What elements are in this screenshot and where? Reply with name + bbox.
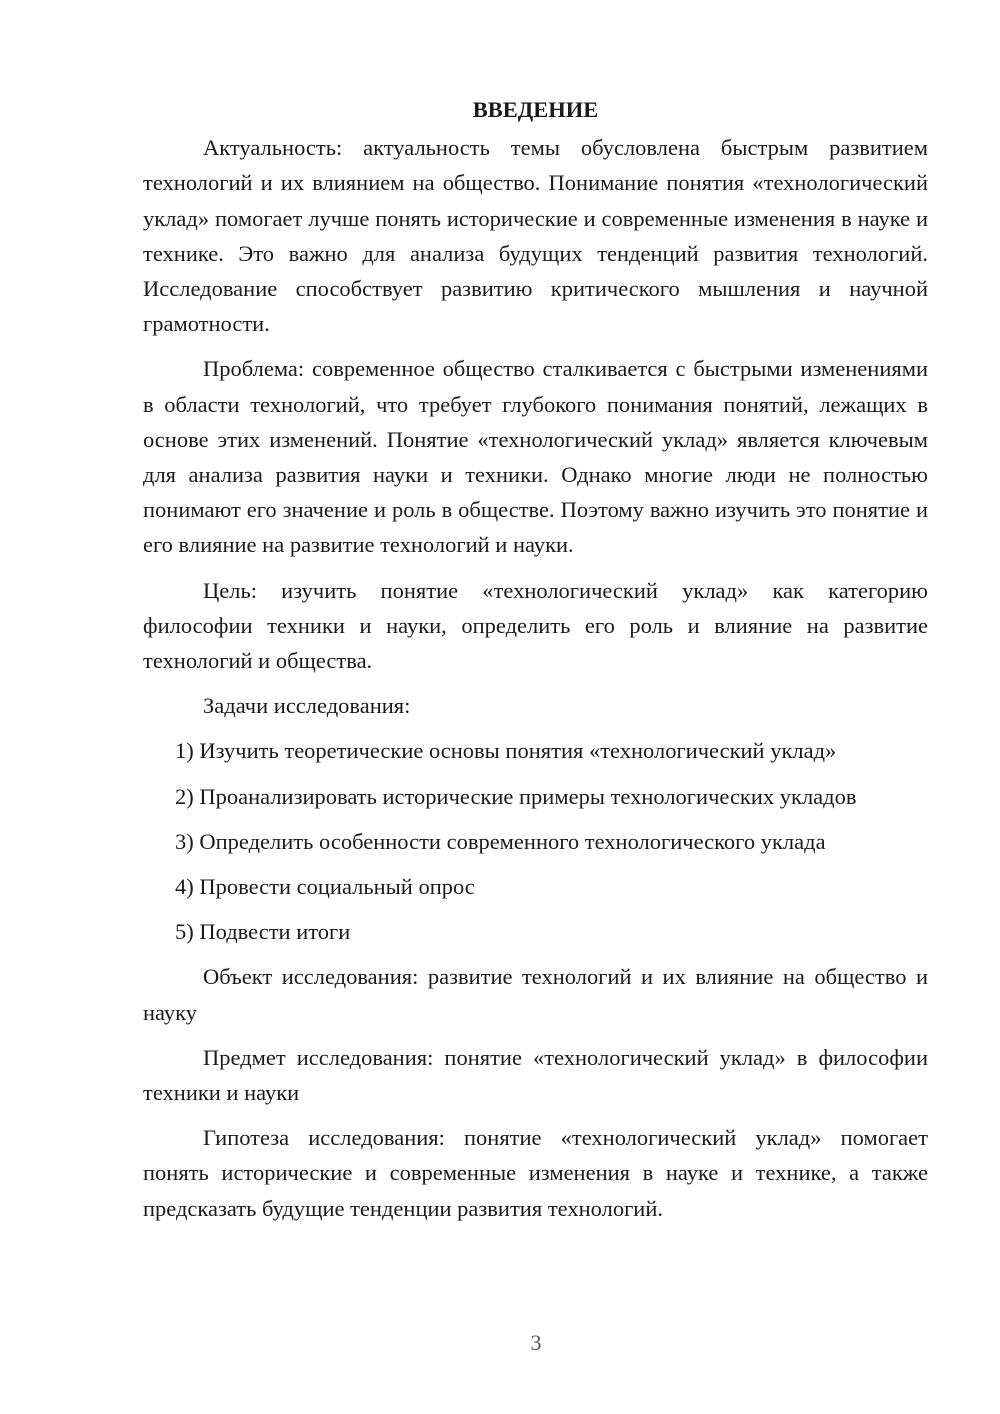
subject-paragraph: Предмет исследования: понятие «технологический уклад» в философии техники и науки <box>143 1044 928 1106</box>
tasks-title: Задачи исследования: <box>203 693 411 719</box>
hypothesis-paragraph: Гипотеза исследования: понятие «технологический уклад» помогает понять исторические и современные изменения в науке и технике, а также предсказать будущие тенденции развития технологий. <box>143 1125 928 1221</box>
section-heading: ВВЕДЕНИЕ <box>472 97 599 122</box>
task-item-3: 3) Определить особенности современного технологического уклада <box>175 828 826 854</box>
task-item-5: 5) Подвести итоги <box>175 919 351 945</box>
relevance-paragraph: Актуальность: актуальность темы обусловлена быстрым развитием технологий и их влиянием на общество. Понимание понятия «технологический уклад» помогает лучше понять исторические и современные изменения в науке и технике. Это важно для анализа будущих тенденций развития технологий. Исследование способствует развитию критического мышления и научной грамотности. <box>143 135 928 337</box>
problem-paragraph: Проблема: современное общество сталкивается с быстрыми изменениями в области технологий, что требует глубокого понимания понятий, лежащих в основе этих изменений. Понятие «технологический уклад» является ключевым для анализа развития науки и техники. Однако многие люди не полностью понимают его значение и роль в обществе. Поэтому важно изучить это понятие и его влияние на развитие технологий и науки. <box>143 356 928 558</box>
document-body <box>143 92 928 1226</box>
object-paragraph: Объект исследования: развитие технологий и их влияние на общество и науку <box>143 964 928 1025</box>
task-item-1: 1) Изучить теоретические основы понятия «технологический уклад» <box>175 738 837 764</box>
goal-paragraph: Цель: изучить понятие «технологический уклад» как категорию философии техники и науки, определить его роль и влияние на развитие технологий и общества. <box>143 577 928 674</box>
task-item-2: 2) Проанализировать исторические примеры технологических укладов <box>175 783 857 809</box>
task-item-4: 4) Провести социальный опрос <box>175 874 475 900</box>
page-number: 3 <box>530 1330 542 1355</box>
